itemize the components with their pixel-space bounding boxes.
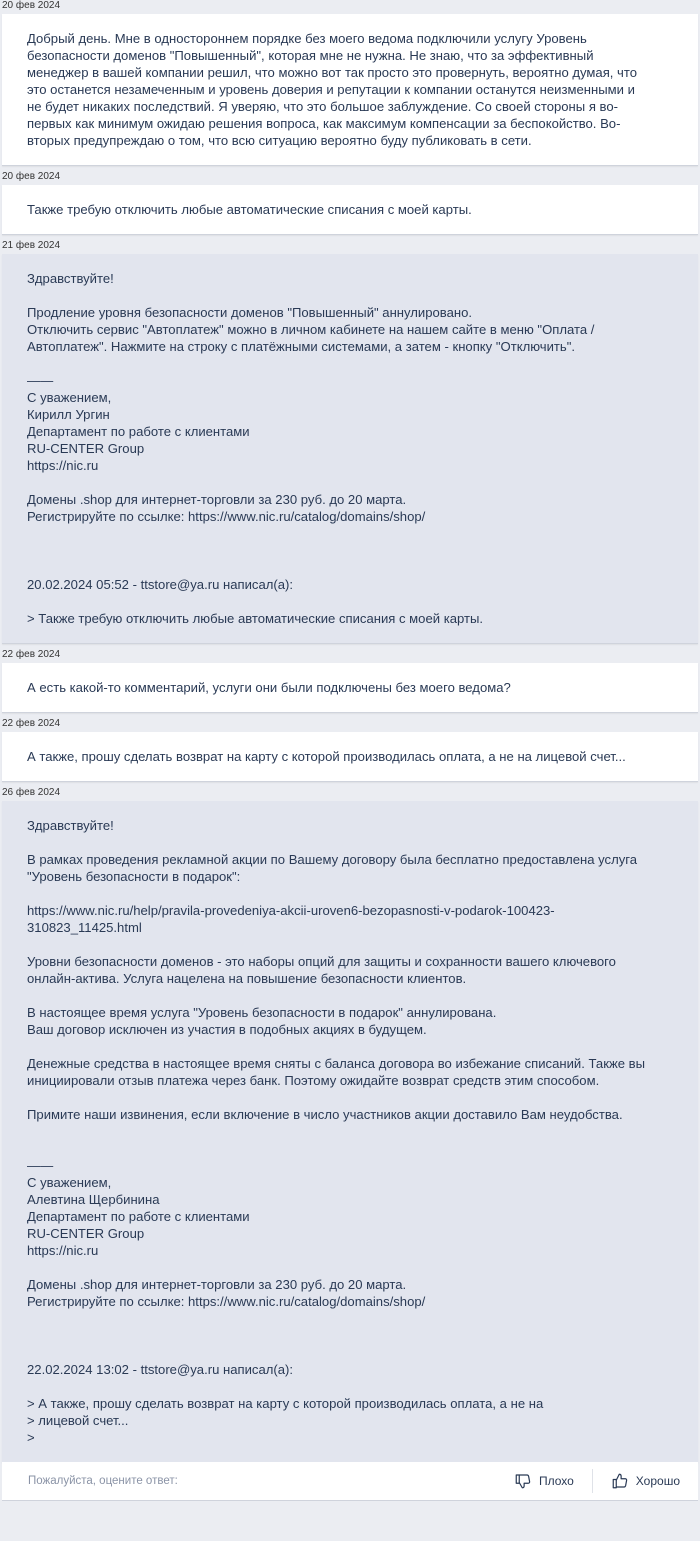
message-line bbox=[27, 1327, 674, 1344]
message-line: 22.02.2024 13:02 - ttstore@ya.ru написал(а): bbox=[27, 1362, 294, 1377]
message-line: В рамках проведения рекламной акции по Вашему договору была бесплатно предоставлена услуга bbox=[27, 852, 638, 867]
support-message bbox=[2, 801, 698, 1463]
message-line: 310823_11425.html bbox=[27, 920, 142, 935]
rate-good-label: Хорошо bbox=[635, 1474, 680, 1488]
message-line bbox=[27, 987, 674, 1004]
rating-bar bbox=[2, 1462, 698, 1501]
message-line: Алевтина Щербинина bbox=[27, 1192, 160, 1207]
message-line: > Также требую отключить любые автоматические списания с моей карты. bbox=[27, 611, 484, 626]
message-line: инициировали отзыв платежа через банк. Поэтому ожидайте возврат средств этим способом. bbox=[27, 1073, 600, 1088]
message-date: 20 фев 2024 bbox=[2, 171, 61, 182]
message-line: Регистрируйте по ссылке: https://www.nic.ru/catalog/domains/shop/ bbox=[27, 509, 426, 524]
message-line: менеджер в вашей компании решил, что можно вот так просто это провернуть, вероятно думая, что bbox=[27, 65, 638, 80]
message-line: С уважением, bbox=[27, 1175, 112, 1190]
message-line: > bbox=[27, 1430, 35, 1445]
message-line bbox=[27, 1378, 674, 1395]
message-line bbox=[27, 1344, 674, 1361]
message-line: —— bbox=[27, 373, 54, 388]
message-line: Отключить сервис "Автоплатеж" можно в личном кабинете на нашем сайте в меню "Оплата / bbox=[27, 322, 595, 337]
message-line: —— bbox=[27, 1158, 54, 1173]
rate-bad-label: Плохо bbox=[538, 1474, 574, 1488]
message-line: Автоплатеж". Нажмите на строку с платёжными системами, а затем - кнопку "Отключить". bbox=[27, 339, 575, 354]
message-line: https://nic.ru bbox=[27, 1243, 99, 1258]
message-line: Ваш договор исключен из участия в подобных акциях в будущем. bbox=[27, 1022, 427, 1037]
thumbs-down-icon bbox=[514, 1472, 532, 1490]
rating-label: Пожалуйста, оцените ответ: bbox=[28, 1475, 178, 1487]
message-line: Также требую отключить любые автоматические списания с моей карты. bbox=[27, 202, 472, 217]
message-line: > лицевой счет... bbox=[27, 1413, 129, 1428]
support-message bbox=[2, 254, 698, 644]
message-line bbox=[27, 1259, 674, 1276]
message-line: Продление уровня безопасности доменов "Повышенный" аннулировано. bbox=[27, 305, 473, 320]
message-date: 22 фев 2024 bbox=[2, 649, 61, 660]
message-line: Примите наши извинения, если включение в число участников акции доставило Вам неудобства. bbox=[27, 1107, 623, 1122]
rate-good-button[interactable] bbox=[611, 1469, 680, 1493]
message-line: безопасности доменов "Повышенный", которая мне не нужна. Не знаю, что за эффективный bbox=[27, 48, 594, 63]
message-date: 20 фев 2024 bbox=[2, 0, 61, 11]
message-line: Домены .shop для интернет-торговли за 230 руб. до 20 марта. bbox=[27, 1277, 407, 1292]
message-line: С уважением, bbox=[27, 390, 112, 405]
message-line bbox=[27, 936, 674, 953]
message-line bbox=[27, 1140, 674, 1157]
client-message bbox=[2, 663, 698, 713]
message-line bbox=[27, 1089, 674, 1106]
message-line bbox=[27, 559, 674, 576]
rating-divider bbox=[592, 1469, 593, 1493]
message-line bbox=[27, 593, 674, 610]
message-line: RU-CENTER Group bbox=[27, 441, 145, 456]
message-line: В настоящее время услуга "Уровень безопасности в подарок" аннулирована. bbox=[27, 1005, 497, 1020]
message-line: Денежные средства в настоящее время сняты с баланса договора во избежание списаний. Также вы bbox=[27, 1056, 645, 1071]
message-line: не будет никаких последствий. Я уверяю, что это большое заблуждение. Со своей стороны я во- bbox=[27, 99, 619, 114]
message-line: Домены .shop для интернет-торговли за 230 руб. до 20 марта. bbox=[27, 492, 407, 507]
message-line: Здравствуйте! bbox=[27, 271, 114, 286]
message-line: Департамент по работе с клиентами bbox=[27, 1209, 250, 1224]
message-line bbox=[27, 834, 674, 851]
client-message bbox=[2, 732, 698, 782]
message-line bbox=[27, 355, 674, 372]
message-line: Добрый день. Мне в одностороннем порядке без моего ведома подключили услугу Уровень bbox=[27, 31, 587, 46]
client-message bbox=[2, 14, 698, 166]
message-line bbox=[27, 287, 674, 304]
message-line bbox=[27, 1123, 674, 1140]
message-line: Кирилл Ургин bbox=[27, 407, 110, 422]
message-line: А есть какой-то комментарий, услуги они были подключены без моего ведома? bbox=[27, 680, 511, 695]
message-line: онлайн-актива. Услуга нацелена на повышение безопасности клиентов. bbox=[27, 971, 467, 986]
message-line: Департамент по работе с клиентами bbox=[27, 424, 250, 439]
message-line: 20.02.2024 05:52 - ttstore@ya.ru написал(а): bbox=[27, 577, 294, 592]
message-line: https://www.nic.ru/help/pravila-provedeniya-akcii-uroven6-bezopasnosti-v-podarok-100423- bbox=[27, 903, 555, 918]
thumbs-up-icon bbox=[611, 1472, 629, 1490]
message-line: https://nic.ru bbox=[27, 458, 99, 473]
message-line bbox=[27, 1310, 674, 1327]
message-line bbox=[27, 1038, 674, 1055]
message-line: Уровни безопасности доменов - это наборы опций для защиты и сохранности вашего ключевого bbox=[27, 954, 616, 969]
rate-bad-button[interactable] bbox=[514, 1469, 574, 1493]
message-line: "Уровень безопасности в подарок": bbox=[27, 869, 241, 884]
message-date: 22 фев 2024 bbox=[2, 718, 61, 729]
message-date: 26 фев 2024 bbox=[2, 787, 61, 798]
message-line: Регистрируйте по ссылке: https://www.nic.ru/catalog/domains/shop/ bbox=[27, 1294, 426, 1309]
message-line bbox=[27, 474, 674, 491]
message-line bbox=[27, 525, 674, 542]
message-line: вторых предупреждаю о том, что всю ситуацию вероятно буду публиковать в сети. bbox=[27, 133, 532, 148]
message-line: Здравствуйте! bbox=[27, 818, 114, 833]
message-line: А также, прошу сделать возврат на карту с которой производилась оплата, а не на лицевой счет... bbox=[27, 749, 626, 764]
message-line: > А также, прошу сделать возврат на карту с которой производилась оплата, а не на bbox=[27, 1396, 544, 1411]
client-message bbox=[2, 185, 698, 235]
message-date: 21 фев 2024 bbox=[2, 240, 61, 251]
message-line: первых как минимум ожидаю решения вопроса, как максимум компенсации за беспокойство. Во- bbox=[27, 116, 621, 131]
message-line bbox=[27, 542, 674, 559]
message-line bbox=[27, 885, 674, 902]
message-line: это останется незамеченным и уровень доверия и репутации к компании останутся неизменными и bbox=[27, 82, 635, 97]
message-line: RU-CENTER Group bbox=[27, 1226, 145, 1241]
